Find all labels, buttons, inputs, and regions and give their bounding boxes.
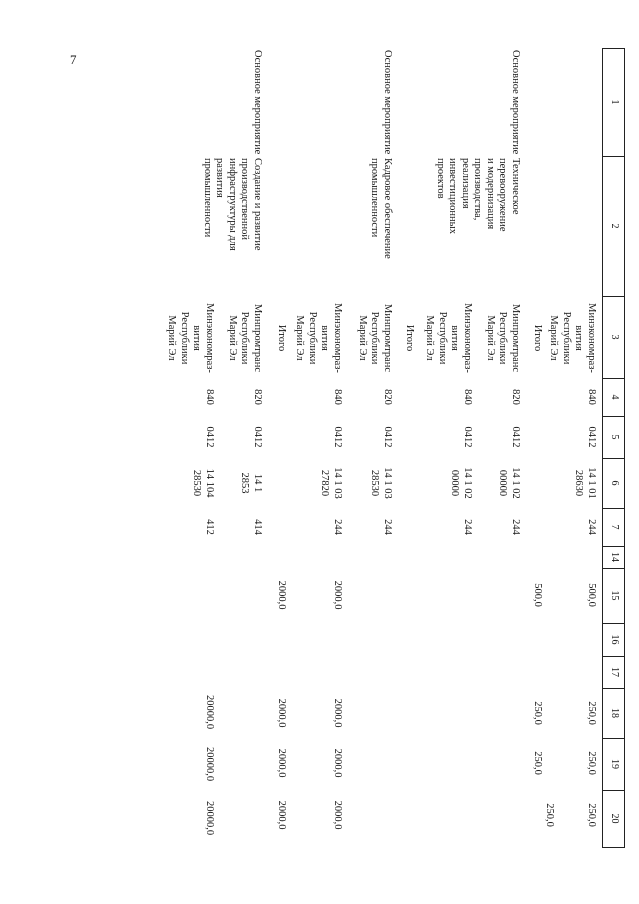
header-col-20: 20 (609, 813, 620, 824)
table-cell: 840 (462, 389, 473, 405)
table-cell: 14 1 01 28630 (573, 467, 597, 499)
table-cell-total: Итого (276, 324, 287, 352)
table-cell: Минпромтранс Республики Марий Эл (357, 303, 393, 373)
table-cell: Минэкономраз- вития Республики Марий Эл (294, 303, 343, 373)
table-cell: 244 (382, 519, 393, 535)
table-cell: 250,0 (586, 803, 597, 827)
table-cell: 244 (510, 519, 521, 535)
col-divider (603, 847, 625, 848)
table-cell: 14 1 02 00000 (449, 467, 473, 499)
header-col-16: 16 (609, 634, 620, 645)
table-cell: 250,0 (586, 751, 597, 775)
header-col-7: 7 (609, 524, 620, 530)
table-cell: 14 104 28530 (191, 468, 215, 498)
table-cell: 14 1 03 28530 (369, 467, 393, 499)
table-cell: 0412 (204, 426, 215, 448)
table-cell: 2000,0 (332, 698, 343, 728)
header-col-6: 6 (609, 480, 620, 486)
table-cell: 2000,0 (332, 580, 343, 610)
table-cell: Кадровое обеспечение промышленности (369, 158, 393, 259)
table-cell: 14 1 2853 (239, 472, 263, 494)
table-cell: Создание и развитие производственной инфраструктуры для развития промышленности (202, 158, 263, 251)
table-cell: 0412 (586, 426, 597, 448)
header-col-17: 17 (609, 667, 620, 677)
table-cell: 0412 (510, 426, 521, 448)
table-cell: 14 1 02 00000 (497, 467, 521, 499)
table-cell: 820 (382, 389, 393, 405)
table-cell: 500,0 (532, 583, 543, 607)
page-number: 7 (70, 52, 77, 67)
table-cell: 0412 (382, 426, 393, 448)
table-cell: Техническое перевооружение и модернизация производства, реализация инвестиционных проектов (435, 158, 521, 234)
header-col-4: 4 (609, 394, 620, 400)
table-cell: Основное мероприятие (382, 50, 393, 155)
header-col-14: 14 (609, 552, 620, 562)
header-col-1: 1 (609, 99, 620, 105)
table-cell: Основное мероприятие (252, 50, 263, 155)
table-cell: 840 (586, 389, 597, 405)
header-col-2: 2 (609, 223, 620, 229)
table-cell: 414 (252, 519, 263, 535)
header-col-18: 18 (609, 708, 620, 718)
table-cell: 0412 (332, 426, 343, 448)
table-cell: 250,0 (586, 701, 597, 725)
header-col-3: 3 (609, 334, 620, 340)
table-cell: 250,0 (532, 701, 543, 725)
table-cell: 0412 (462, 426, 473, 448)
table-cell: Минпромтранс Республики Марий Эл (227, 303, 263, 373)
table-cell: 2000,0 (276, 748, 287, 778)
table-cell: 840 (332, 389, 343, 405)
header-col-5: 5 (609, 434, 620, 440)
table-top-rule (624, 48, 625, 848)
table-cell: 0412 (252, 426, 263, 448)
table-cell: 14 1 03 27820 (319, 467, 343, 499)
table-cell: Минэкономраз- вития Республики Марий Эл (548, 303, 597, 373)
table-cell: 2000,0 (276, 698, 287, 728)
table-cell: 412 (204, 519, 215, 535)
header-col-19: 19 (609, 759, 620, 769)
header-col-15: 15 (609, 590, 620, 601)
header-bottom-rule (602, 48, 603, 848)
table-cell: 250,0 (544, 803, 555, 827)
table-cell: Минпромтранс Республики Марий Эл (485, 303, 521, 373)
table-cell: 250,0 (532, 751, 543, 775)
table-cell: Минэкономраз- вития Республики Марий Эл (166, 303, 215, 373)
table-cell: 820 (510, 389, 521, 405)
table-cell: 2000,0 (276, 580, 287, 610)
table-cell: 244 (332, 519, 343, 535)
table-cell: 820 (252, 389, 263, 405)
table-cell-total: Итого (532, 324, 543, 352)
rotated-table (105, 48, 625, 848)
table-cell: 2000,0 (332, 748, 343, 778)
table-cell: 20000,0 (204, 694, 215, 730)
table-cell: 840 (204, 389, 215, 405)
table-cell: 2000,0 (332, 800, 343, 830)
table-cell: Основное мероприятие (510, 50, 521, 155)
table-cell: 20000,0 (204, 746, 215, 782)
table-cell: 2000,0 (276, 800, 287, 830)
table-cell: 244 (586, 519, 597, 535)
table-cell: Минэкономраз- вития Республики Марий Эл (424, 303, 473, 373)
table-cell: 244 (462, 519, 473, 535)
table-cell: 500,0 (586, 583, 597, 607)
table-cell-total: Итого (404, 324, 415, 352)
table-cell: 20000,0 (204, 800, 215, 836)
